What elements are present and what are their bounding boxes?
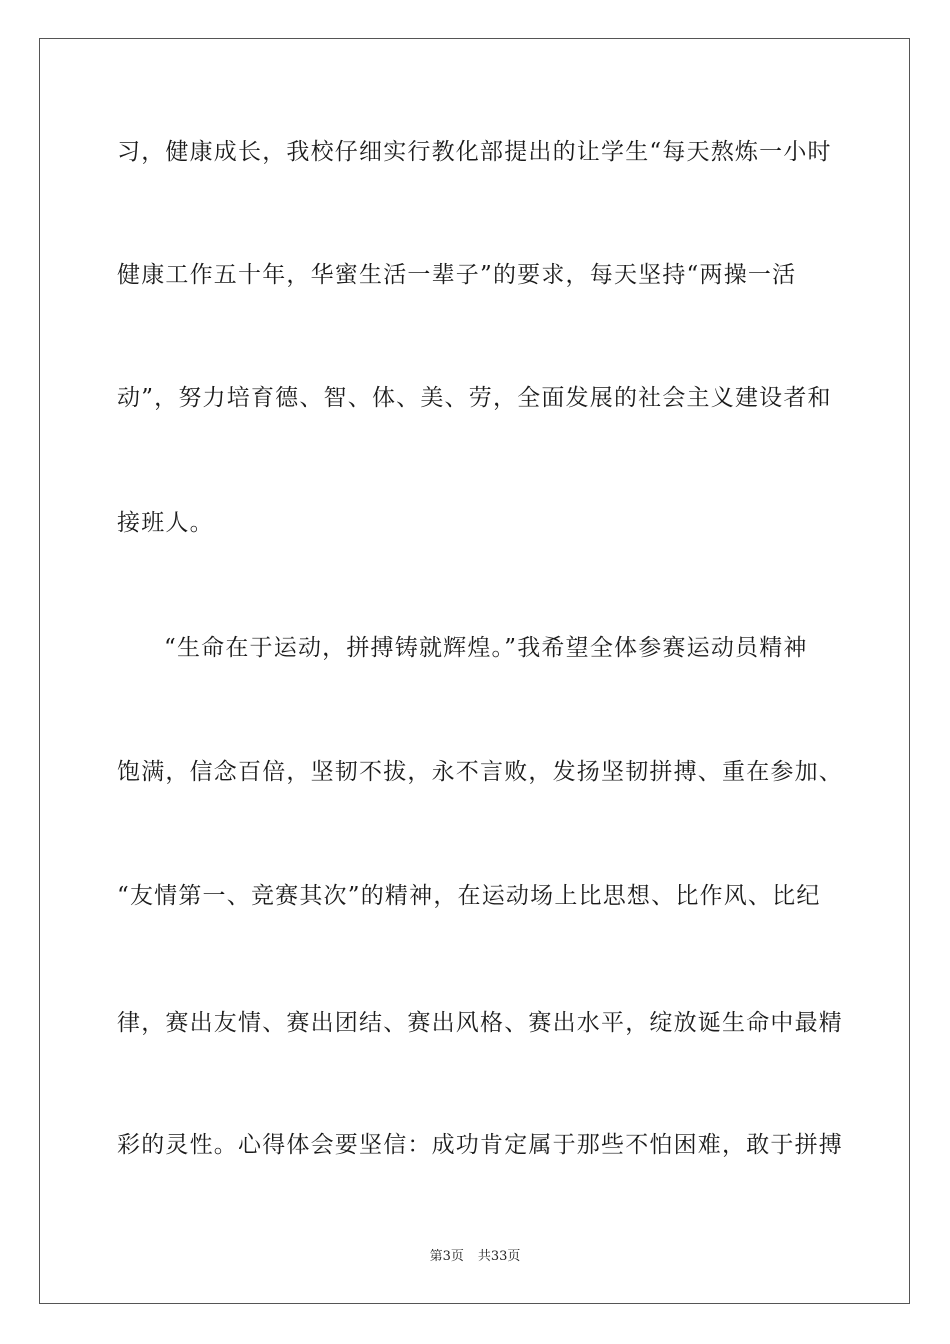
paragraph-first-line: “生命在于运动，拼搏铸就辉煌。”我希望全体参赛运动员精神	[164, 635, 808, 661]
text-line: 动”，努力培育德、智、体、美、劳，全面发展的社会主义建设者和	[117, 385, 832, 411]
text-line: 习，健康成长，我校仔细实行教化部提出的让学生“每天熬炼一小时	[117, 139, 832, 165]
text-line: 律，赛出友情、赛出团结、赛出风格、赛出水平，绽放诞生命中最精	[117, 1010, 843, 1036]
text-line: 饱满，信念百倍，坚韧不拔，永不言败，发扬坚韧拼搏、重在参加、	[117, 759, 843, 785]
page-border	[39, 38, 910, 1304]
page-footer	[0, 1248, 950, 1266]
text-line: 彩的灵性。心得体会要坚信：成功肯定属于那些不怕困难，敢于拼搏	[117, 1132, 843, 1158]
text-line: 接班人。	[117, 510, 214, 536]
text-line: “友情第一、竞赛其次”的精神，在运动场上比思想、比作风、比纪	[117, 883, 821, 909]
page-number: 第3页	[429, 1249, 464, 1264]
text-line: 健康工作五十年，华蜜生活一辈子”的要求，每天坚持“两操一活	[117, 262, 797, 288]
total-pages: 共33页	[477, 1249, 521, 1264]
